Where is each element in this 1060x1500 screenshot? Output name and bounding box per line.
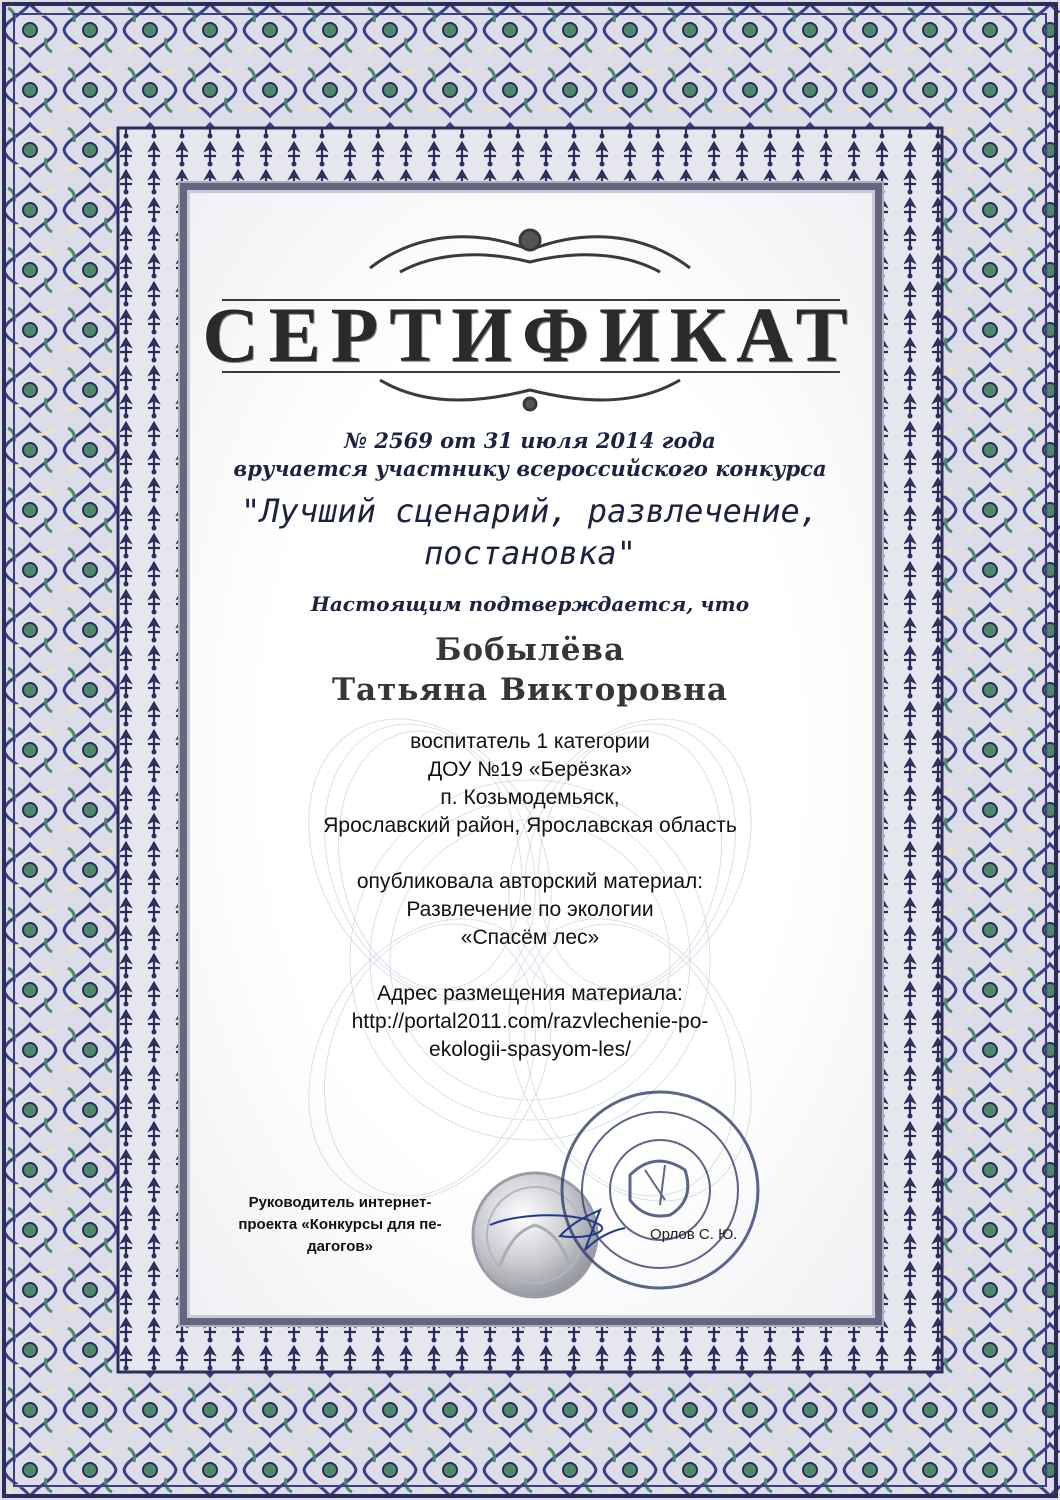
detail-line: Адрес размещения материала: xyxy=(377,982,683,1005)
contest-name-line: постановка" xyxy=(424,534,636,572)
detail-line: воспитатель 1 категории xyxy=(410,730,650,753)
signer-title-line: Руководитель интернет- xyxy=(248,1194,432,1211)
material-url: ekologii-spasyom-les/ xyxy=(429,1038,631,1061)
material-url: http://portal2011.com/razvlechenie-po- xyxy=(351,1010,709,1033)
detail-line: Развлечение по экологии xyxy=(406,898,654,921)
signer-title xyxy=(200,1192,480,1258)
contest-name-line: "Лучший сценарий, развлечение, xyxy=(241,492,819,530)
signer-name: Орлов С. Ю. xyxy=(650,1226,738,1243)
recipient-given-names: Татьяна Викторовна xyxy=(331,672,728,708)
signer-title-line: дагогов» xyxy=(307,1238,373,1255)
detail-line: п. Козьмодемьяск, xyxy=(440,786,620,809)
detail-line: опубликовала авторский материал: xyxy=(356,870,704,893)
recipient-surname: Бобылёва xyxy=(434,632,626,668)
certificate-number: № 2569 от 31 июля 2014 года xyxy=(344,428,716,453)
signer-title-line: проекта «Конкурсы для пе- xyxy=(238,1216,442,1233)
certificate-title: СЕРТИФИКАТ xyxy=(202,291,858,378)
confirm-line: Настоящим подтверждается, что xyxy=(310,592,750,616)
issued-line: вручается участнику всероссийского конкурса xyxy=(233,456,827,481)
detail-line: Ярославский район, Ярославская область xyxy=(323,814,737,837)
detail-line: «Спасём лес» xyxy=(460,926,600,949)
detail-line: ДОУ №19 «Берёзка» xyxy=(427,758,633,781)
